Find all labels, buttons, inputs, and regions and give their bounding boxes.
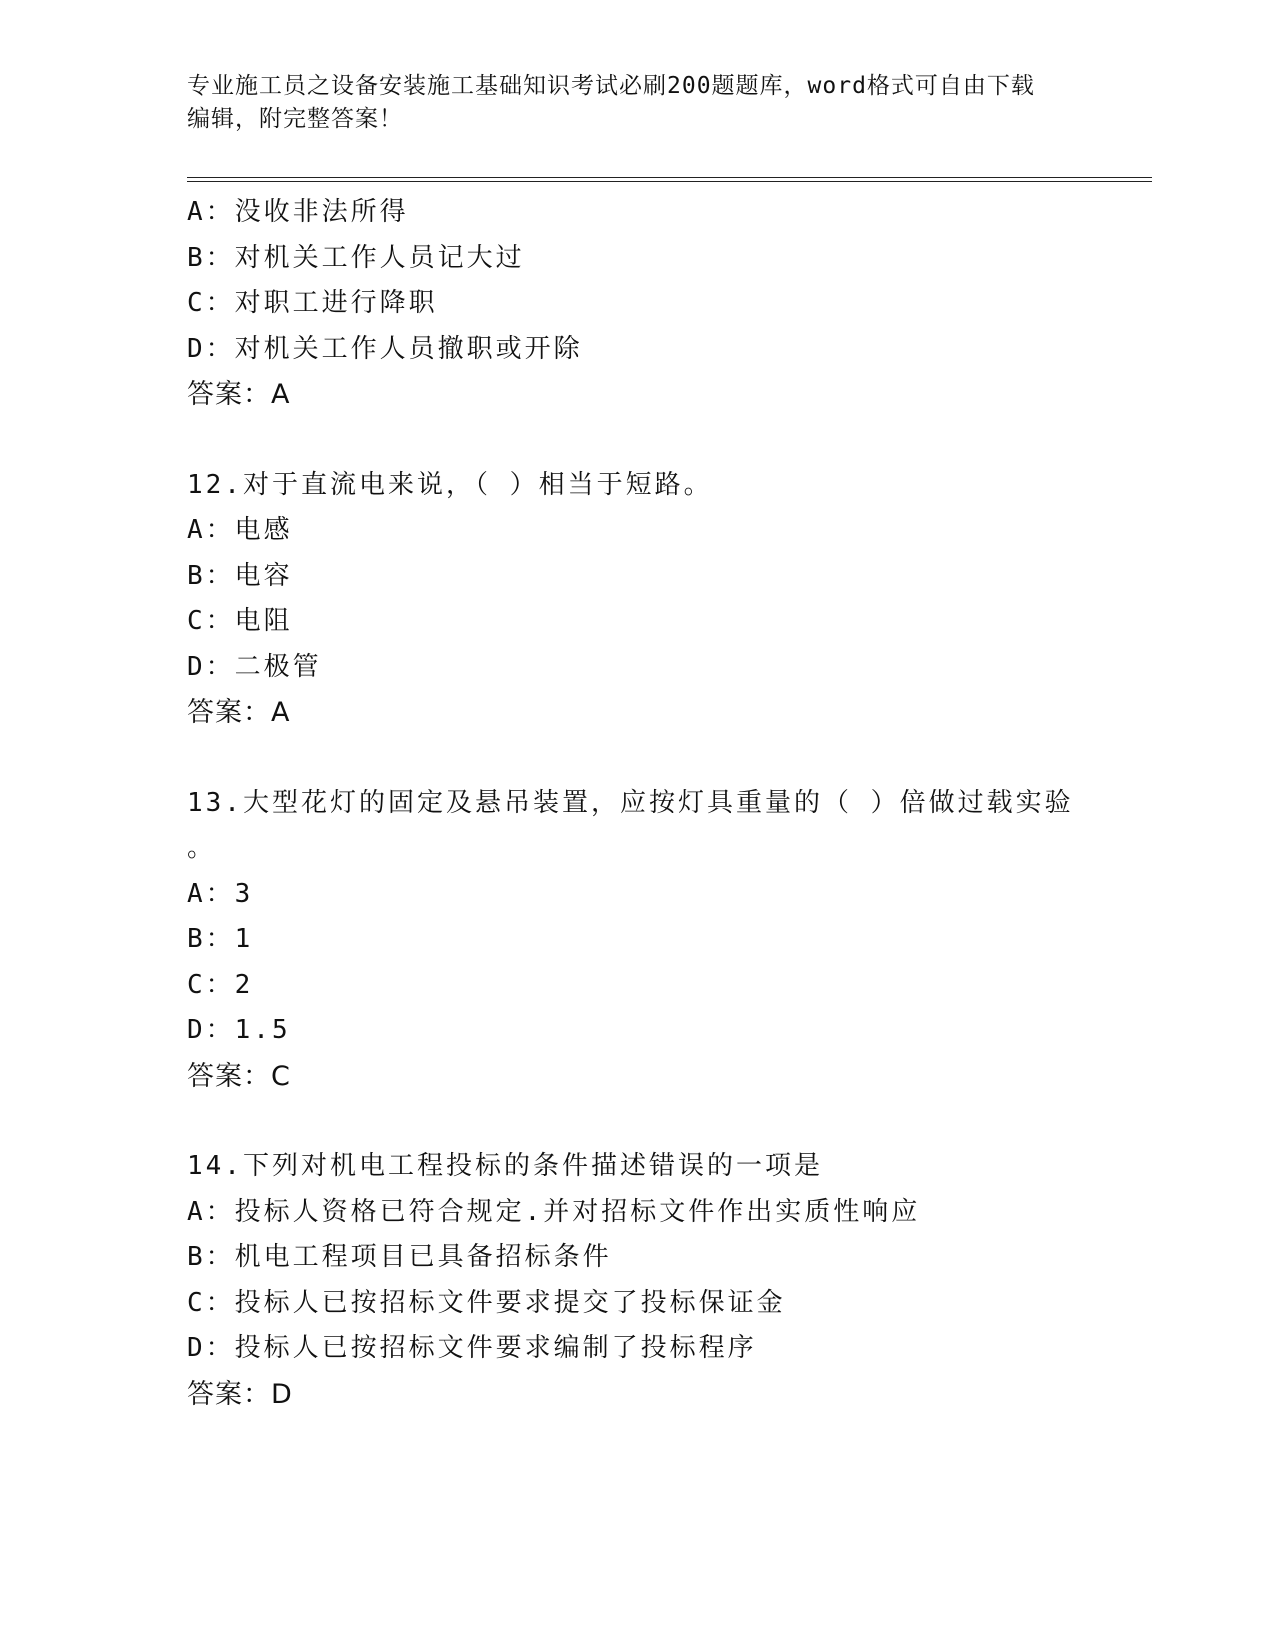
option-c: C：对职工进行降职: [187, 288, 438, 318]
option-a: A：投标人资格已符合规定.并对招标文件作出实质性响应: [187, 1196, 921, 1227]
option-b: B：机电工程项目已具备招标条件: [187, 1242, 612, 1272]
spacer: [187, 1099, 1087, 1144]
header-divider: [187, 177, 1152, 182]
answer-label: 答案：: [187, 379, 271, 410]
question-stem-continuation: 。: [187, 833, 217, 863]
option-d: D：1.5: [187, 1015, 291, 1045]
answer-line: [187, 372, 1087, 418]
answer-label: 答案：: [187, 1060, 271, 1092]
answer-label: 答案：: [187, 1378, 271, 1410]
spacer: [187, 736, 1087, 781]
question-stem: 12.对于直流电来说，（ ）相当于短路。: [187, 469, 713, 500]
question-11-block: [187, 190, 1087, 418]
option-a: A：3: [187, 878, 254, 909]
question-12-block: [187, 463, 1087, 736]
option-b: B：电容: [187, 560, 293, 591]
option-c: C：投标人已按招标文件要求提交了投标保证金: [187, 1287, 786, 1318]
answer-line: [187, 1372, 1087, 1418]
question-list: [187, 190, 1087, 1417]
answer-value: A: [271, 379, 291, 410]
option-d: D：二极管: [187, 651, 322, 682]
option-c: C：2: [187, 969, 254, 1000]
document-header: [187, 70, 1067, 136]
question-stem: 13.大型花灯的固定及悬吊装置，应按灯具重量的（ ）倍做过载实验: [187, 787, 1074, 818]
option-d: D：投标人已按招标文件要求编制了投标程序: [187, 1333, 757, 1363]
answer-value: D: [271, 1378, 293, 1410]
question-stem: 14.下列对机电工程投标的条件描述错误的一项是: [187, 1151, 823, 1181]
question-13-block: [187, 781, 1087, 1100]
option-a: A：没收非法所得: [187, 197, 409, 227]
option-d: D：对机关工作人员撤职或开除: [187, 333, 583, 364]
option-b: B：对机关工作人员记大过: [187, 242, 525, 273]
spacer: [187, 418, 1087, 463]
header-title-line-1: 专业施工员之设备安装施工基础知识考试必刷200题题库，word格式可自由下载: [187, 73, 1035, 99]
answer-label: 答案：: [187, 697, 271, 728]
answer-value: A: [271, 697, 291, 728]
question-14-block: [187, 1144, 1087, 1417]
option-a: A：电感: [187, 515, 293, 545]
answer-line: [187, 1054, 1087, 1100]
option-c: C：电阻: [187, 606, 293, 636]
answer-value: C: [271, 1060, 291, 1092]
header-title-line-2: 编辑，附完整答案！: [187, 106, 403, 132]
answer-line: [187, 690, 1087, 736]
option-b: B：1: [187, 924, 254, 954]
